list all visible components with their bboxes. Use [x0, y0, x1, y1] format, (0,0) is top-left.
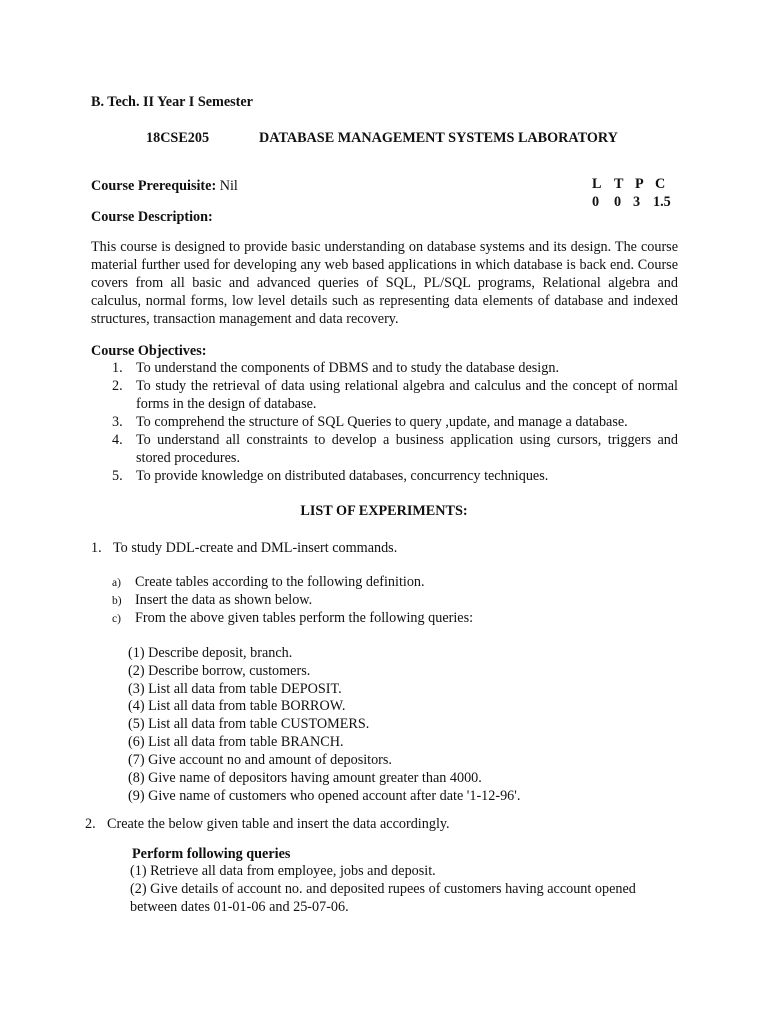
- experiment-1-number: 1.: [91, 540, 102, 556]
- query-item: (1) Describe deposit, branch.: [128, 645, 293, 661]
- objective-item: [112, 377, 678, 413]
- experiment-2-number: 2.: [85, 816, 96, 832]
- experiment-2-subheading: Perform following queries: [132, 846, 291, 862]
- ltpc-header-p: P: [635, 176, 644, 192]
- ltpc-value-c: 1.5: [653, 194, 671, 210]
- objective-number: 1.: [112, 360, 123, 376]
- ltpc-header-t: T: [614, 176, 624, 192]
- prerequisite-label: Course Prerequisite:: [91, 178, 217, 194]
- query-item: (2) Describe borrow, customers.: [128, 663, 311, 679]
- ltpc-header-l: L: [592, 176, 602, 192]
- sub-item-letter: c): [112, 613, 121, 625]
- description-text: This course is designed to provide basic understanding on database systems and its design. The course material further used for developing any web based applications in which database is back end. Course covers from all basic and advanced queries of SQL, PL/SQL programs, Relational algebra and calculus, normal forms, low level details such as representing data elements of database and indexed structures, transaction management and data recovery.: [91, 239, 678, 327]
- objective-text: To study the retrieval of data using relational algebra and calculus and the concept of normal forms in the design of database.: [136, 378, 678, 412]
- ltpc-value-l: 0: [592, 194, 600, 210]
- query-item: (2) Give details of account no. and deposited rupees of customers having account opened between dates 01-01-06 and 25-07-06.: [130, 881, 636, 915]
- objective-item: [112, 359, 678, 377]
- objective-item: [112, 467, 678, 485]
- objective-text: To understand the components of DBMS and to study the database design.: [136, 360, 559, 376]
- prerequisite-value: Nil: [216, 178, 238, 194]
- objective-text: To comprehend the structure of SQL Queries to query ,update, and manage a database.: [136, 414, 628, 430]
- experiments-heading: LIST OF EXPERIMENTS:: [300, 503, 468, 519]
- query-item: (9) Give name of customers who opened account after date '1-12-96'.: [128, 788, 521, 804]
- objective-number: 5.: [112, 468, 123, 484]
- semester-heading: B. Tech. II Year I Semester: [91, 94, 253, 110]
- sub-item-text: From the above given tables perform the following queries:: [135, 610, 474, 626]
- objective-number: 4.: [112, 432, 123, 448]
- sub-item-letter: b): [112, 595, 122, 607]
- sub-item-letter: a): [112, 577, 121, 589]
- query-item: (5) List all data from table CUSTOMERS.: [128, 716, 370, 732]
- objective-text: To understand all constraints to develop a business application using cursors, triggers and stored procedures.: [136, 432, 678, 466]
- ltpc-value-p: 3: [633, 194, 641, 210]
- objective-item: [112, 413, 678, 431]
- course-prerequisite: [91, 177, 238, 195]
- sub-item-text: Insert the data as shown below.: [135, 592, 313, 608]
- sub-item-text: Create tables according to the following definition.: [135, 574, 425, 590]
- query-item: (3) List all data from table DEPOSIT.: [128, 681, 342, 697]
- course-title: DATABASE MANAGEMENT SYSTEMS LABORATORY: [259, 130, 618, 146]
- query-item: (7) Give account no and amount of depositors.: [128, 752, 392, 768]
- query-item: (6) List all data from table BRANCH.: [128, 734, 344, 750]
- objective-number: 3.: [112, 414, 123, 430]
- query-item: (8) Give name of depositors having amount greater than 4000.: [128, 770, 482, 786]
- query-item: (1) Retrieve all data from employee, jobs and deposit.: [130, 863, 436, 879]
- objective-number: 2.: [112, 378, 123, 394]
- objectives-heading: Course Objectives:: [91, 343, 207, 359]
- description-heading: Course Description:: [91, 209, 213, 225]
- experiment-2-title: Create the below given table and insert the data accordingly.: [107, 816, 450, 832]
- objective-text: To provide knowledge on distributed databases, concurrency techniques.: [136, 468, 549, 484]
- ltpc-value-t: 0: [614, 194, 622, 210]
- objective-item: [112, 431, 678, 467]
- query-item: (4) List all data from table BORROW.: [128, 698, 346, 714]
- experiment-1-title: To study DDL-create and DML-insert commands.: [113, 540, 398, 556]
- ltpc-header-c: C: [655, 176, 666, 192]
- course-code: 18CSE205: [146, 130, 210, 146]
